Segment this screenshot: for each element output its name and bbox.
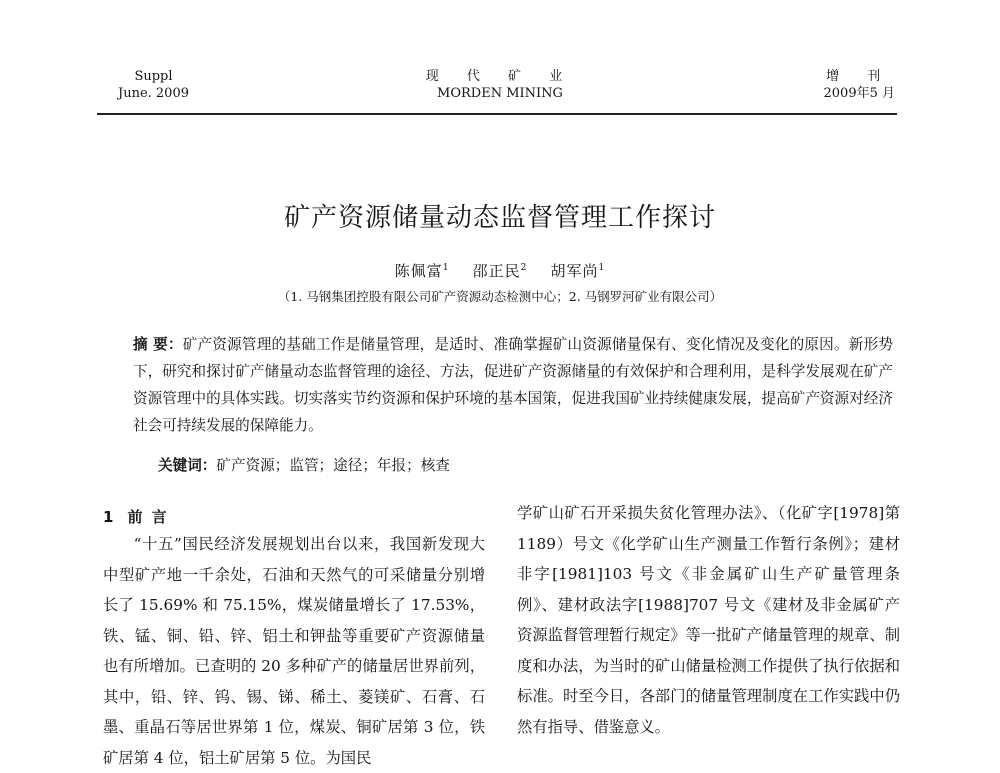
- keywords-text: 矿产资源；监管；途径；年报；核查: [216, 457, 450, 474]
- header-date-en: June. 2009: [118, 86, 189, 101]
- author-affil-mark: 2: [520, 263, 528, 273]
- header-suppl: Suppl: [134, 69, 173, 84]
- header-supplement-cn: 增 刊: [826, 69, 893, 84]
- article-title: 矿产资源储量动态监督管理工作探讨: [283, 203, 716, 233]
- section-heading: [103, 506, 169, 527]
- keywords: [158, 454, 450, 475]
- author-name: 胡军尚: [550, 262, 599, 280]
- section-title: 前 言: [127, 508, 169, 526]
- header-rule: [97, 113, 897, 115]
- journal-name-en: MORDEN MINING: [437, 86, 563, 101]
- section-number: 1: [103, 508, 116, 526]
- author-name: 陈佩富: [394, 262, 443, 280]
- journal-name-cn: 现 代 矿 业: [425, 69, 575, 84]
- keywords-label: 关键词：: [158, 457, 217, 474]
- author-affil-mark: 1: [442, 263, 450, 273]
- affiliations: （1. 马钢集团控股有限公司矿产资源动态检测中心；2. 马钢罗河矿业有限公司）: [277, 289, 723, 304]
- author-affil-mark: 1: [598, 263, 606, 273]
- author-list: [0, 260, 1000, 281]
- body-column-left: “十五”国民经济发展规划出台以来，我国新发现大中型矿产地一千余处，石油和天然气的可采储量分别增长了 15.69% 和 75.15%，煤炭储量增长了 17.53%，铁、锰、铜、铅、锌、铝土和钾盐等重要矿产资源储量也有所增加。已查明的 20 多种矿产的储量居世界前列，其中，铅、锌、钨、锡、锑、稀土、菱镁矿、石膏、石墨、重晶石等居世界第 1 位，煤炭、铜矿居第 3 位，铁矿居第 4 位，铝土矿居第 5 位。为国民: [103, 535, 485, 767]
- abstract-text: 矿产资源管理的基础工作是储量管理，是适时、准确掌握矿山资源储量保有、变化情况及变化的原因。新形势下，研究和探讨矿产储量动态监督管理的途径、方法，促进矿产资源储量的有效保护和合理利用，是科学发展观在矿产资源管理中的具体实践。切实落实节约资源和保护环境的基本国策，促进我国矿业持续健康发展，提高矿产资源对经济社会可持续发展的保障能力。: [133, 336, 893, 434]
- abstract: [133, 331, 893, 439]
- abstract-label: 摘 要：: [133, 336, 183, 353]
- author-name: 邵正民: [472, 262, 521, 280]
- body-column-right: 学矿山矿石开采损失贫化管理办法》、（化矿字[1978]第 1189）号文《化学矿山生产测量工作暂行条例》；建材非字[1981]103 号文《非金属矿山生产矿量管理条例》、建材政法字[1988]707 号文《建材及非金属矿产资源监督管理暂行规定》等一批矿产储量管理的规章、制度和办法，为当时的矿山储量检测工作提供了执行依据和标准。时至今日，各部门的储量管理制度在工作实践中仍然有指导、借鉴意义。: [517, 504, 900, 736]
- header-date-cn: 2009年5 月: [823, 86, 895, 101]
- running-header-right: [824, 68, 896, 102]
